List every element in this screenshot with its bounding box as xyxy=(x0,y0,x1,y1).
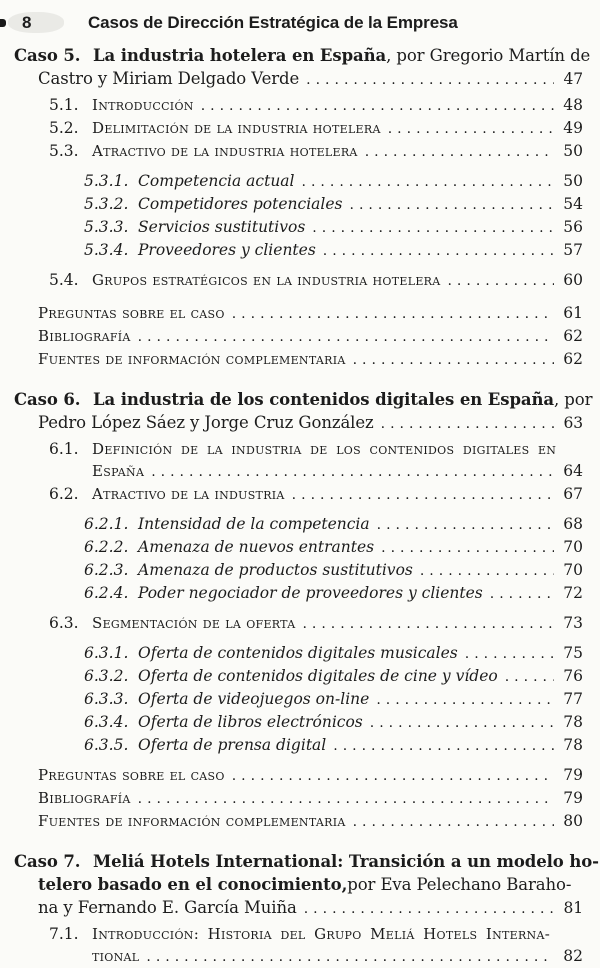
page-number-ref: 56 xyxy=(563,218,583,236)
entry-text: Atractivo de la industria xyxy=(92,485,285,503)
toc-entry-preguntas-caso-6 xyxy=(0,764,600,787)
entry-text: por Eva Pelechano Baraho- xyxy=(347,875,572,894)
toc-entry-caso-7 xyxy=(0,850,600,921)
toc-entry-5.3.4 xyxy=(0,239,600,262)
toc-line xyxy=(0,460,600,483)
page-number-ref: 62 xyxy=(563,350,583,368)
toc-entry-5.3.3 xyxy=(0,216,600,239)
dot-leader xyxy=(323,240,554,262)
page-number-ref: 50 xyxy=(563,172,583,190)
dot-leader xyxy=(292,484,554,506)
entry-text: Introducción xyxy=(92,96,194,114)
entry-text: , por xyxy=(553,390,593,409)
table-of-contents xyxy=(0,44,600,968)
page-number-ref: 61 xyxy=(563,304,583,322)
page-number-ref: 63 xyxy=(563,414,583,432)
page-number-ref: 64 xyxy=(563,462,583,480)
entry-number: 7.1. xyxy=(49,925,79,943)
toc-line xyxy=(0,536,600,559)
dot-leader xyxy=(381,537,554,559)
toc-entry-bibliografia-caso-6 xyxy=(0,787,600,810)
toc-line xyxy=(0,787,600,810)
toc-line xyxy=(0,483,600,506)
page-number-ref: 81 xyxy=(563,899,583,917)
toc-line xyxy=(0,438,600,460)
toc-line xyxy=(0,170,600,193)
entry-text: Segmentación de la oferta xyxy=(92,614,296,632)
entry-text: Proveedores y clientes xyxy=(138,241,316,259)
toc-line xyxy=(0,513,600,536)
entry-text: Bibliografía xyxy=(38,789,131,807)
toc-line xyxy=(0,44,600,67)
entry-text: España xyxy=(92,462,145,480)
running-title: Casos de Dirección Estratégica de la Empresa xyxy=(88,13,458,32)
page-number-ref: 76 xyxy=(563,667,583,685)
dot-leader xyxy=(377,514,554,536)
entry-text: La industria de los contenidos digitales en España xyxy=(93,390,554,409)
page-number-ref: 68 xyxy=(563,515,583,533)
toc-entry-5.1 xyxy=(0,94,600,117)
toc-entry-7.1 xyxy=(0,923,600,968)
page-number-ref: 78 xyxy=(563,713,583,731)
entry-number: 6.3.2. xyxy=(84,667,129,685)
entry-text: Oferta de videojuegos on-line xyxy=(138,690,370,708)
toc-line xyxy=(0,945,600,968)
toc-line xyxy=(0,582,600,605)
page-number-ref: 75 xyxy=(563,644,583,662)
toc-line xyxy=(0,411,600,436)
entry-text: Delimitación de la industria hotelera xyxy=(92,119,381,137)
dot-leader xyxy=(201,95,554,117)
page-number-ref: 82 xyxy=(563,947,583,965)
toc-line xyxy=(0,711,600,734)
entry-number: 5.2. xyxy=(49,119,79,137)
toc-entry-bibliografia-caso-5 xyxy=(0,325,600,348)
entry-text: Amenaza de nuevos entrantes xyxy=(138,538,375,556)
toc-line xyxy=(0,923,600,945)
toc-entry-6.2.4 xyxy=(0,582,600,605)
toc-line xyxy=(0,559,600,582)
entry-number: 5.3.4. xyxy=(84,241,129,259)
entry-text: Grupos estratégicos en la industria hotelera xyxy=(92,271,441,289)
toc-entry-5.3 xyxy=(0,140,600,163)
toc-line xyxy=(0,896,600,921)
entry-number: 5.4. xyxy=(49,271,79,289)
entry-text: Castro y Miriam Delgado Verde xyxy=(38,69,300,88)
toc-line xyxy=(0,642,600,665)
entry-text: , por Gregorio Martín de xyxy=(386,46,591,65)
entry-text: Oferta de prensa digital xyxy=(138,736,327,754)
toc-entry-5.4 xyxy=(0,269,600,292)
toc-entry-5.2 xyxy=(0,117,600,140)
entry-number: 6.2.1. xyxy=(84,515,129,533)
dot-leader xyxy=(376,689,554,711)
page-number-ref: 62 xyxy=(563,327,583,345)
entry-text: Preguntas sobre el caso xyxy=(38,304,225,322)
toc-line xyxy=(0,612,600,635)
toc-line xyxy=(0,269,600,292)
entry-number: Caso 6. xyxy=(14,390,81,409)
toc-entry-fuentes-caso-6 xyxy=(0,810,600,833)
toc-entry-6.3.5 xyxy=(0,734,600,757)
entry-number: 6.2.4. xyxy=(84,584,129,602)
toc-entry-6.2.3 xyxy=(0,559,600,582)
dot-leader xyxy=(365,141,554,163)
entry-number: 6.3.3. xyxy=(84,690,129,708)
toc-entry-6.2.1 xyxy=(0,513,600,536)
page-number-ref: 79 xyxy=(563,766,583,784)
entry-number: 5.3. xyxy=(49,142,79,160)
page-number-ref: 70 xyxy=(563,538,583,556)
entry-number: 6.3.4. xyxy=(84,713,129,731)
dot-leader xyxy=(505,666,554,688)
toc-entry-6.2.2 xyxy=(0,536,600,559)
entry-text: Meliá Hotels International: Transición a un modelo ho- xyxy=(93,852,599,871)
dot-leader xyxy=(333,735,554,757)
dot-leader xyxy=(312,217,554,239)
entry-text: Fuentes de información complementaria xyxy=(38,350,346,368)
dot-leader xyxy=(490,583,554,605)
entry-text: Poder negociador de proveedores y clientes xyxy=(138,584,483,602)
dot-leader xyxy=(381,413,554,436)
dot-leader xyxy=(146,946,554,968)
toc-entry-fuentes-caso-5 xyxy=(0,348,600,371)
toc-entry-6.3.2 xyxy=(0,665,600,688)
entry-number: 5.3.3. xyxy=(84,218,129,236)
entry-text: Introducción: Historia del Grupo Meliá Hotels Interna- xyxy=(92,925,551,943)
dot-leader xyxy=(353,811,554,833)
dot-leader xyxy=(370,712,554,734)
toc-entry-6.3.3 xyxy=(0,688,600,711)
dot-leader xyxy=(138,788,554,810)
toc-entry-5.3.2 xyxy=(0,193,600,216)
toc-line xyxy=(0,117,600,140)
toc-line xyxy=(0,216,600,239)
dot-leader xyxy=(420,560,554,582)
page-number: 8 xyxy=(22,13,32,32)
toc-entry-preguntas-caso-5 xyxy=(0,302,600,325)
toc-entry-6.3.4 xyxy=(0,711,600,734)
entry-text: Intensidad de la competencia xyxy=(138,515,370,533)
toc-line xyxy=(0,873,600,896)
dot-leader xyxy=(465,643,554,665)
page-number-ref: 67 xyxy=(563,485,583,503)
toc-line xyxy=(0,193,600,216)
dot-leader xyxy=(232,765,554,787)
entry-number: 6.2. xyxy=(49,485,79,503)
toc-entry-6.1 xyxy=(0,438,600,483)
toc-entry-caso-5 xyxy=(0,44,600,92)
entry-number: Caso 5. xyxy=(14,46,81,65)
entry-text: Bibliografía xyxy=(38,327,131,345)
entry-number: Caso 7. xyxy=(14,852,81,871)
toc-entry-caso-6 xyxy=(0,388,600,436)
entry-text: Competidores potenciales xyxy=(138,195,343,213)
entry-text: tional xyxy=(92,947,140,965)
entry-text: Amenaza de productos sustitutivos xyxy=(138,561,413,579)
entry-text: Preguntas sobre el caso xyxy=(38,766,225,784)
entry-text: Definición de la industria de los contenidos digitales en xyxy=(92,440,557,458)
dot-leader xyxy=(138,326,554,348)
entry-number: 5.3.1. xyxy=(84,172,129,190)
toc-entry-6.3 xyxy=(0,612,600,635)
dot-leader xyxy=(304,898,554,921)
entry-text: Pedro López Sáez y Jorge Cruz González xyxy=(38,413,374,432)
dot-leader xyxy=(232,303,554,325)
entry-text: telero basado en el conocimiento, xyxy=(38,875,348,894)
entry-number: 6.3.1. xyxy=(84,644,129,662)
dot-leader xyxy=(350,194,555,216)
toc-entry-6.3.1 xyxy=(0,642,600,665)
entry-text: Servicios sustitutivos xyxy=(138,218,306,236)
page-number-ref: 49 xyxy=(563,119,583,137)
page-number-ref: 48 xyxy=(563,96,583,114)
page-number-ref: 54 xyxy=(563,195,583,213)
dot-leader xyxy=(447,270,554,292)
entry-number: 5.3.2. xyxy=(84,195,129,213)
page-number-ref: 72 xyxy=(563,584,583,602)
page-number-ref: 47 xyxy=(563,70,583,88)
dot-leader xyxy=(306,69,554,92)
toc-line xyxy=(0,388,600,411)
toc-line xyxy=(0,302,600,325)
toc-line xyxy=(0,688,600,711)
toc-line xyxy=(0,325,600,348)
toc-line xyxy=(0,665,600,688)
entry-text: na y Fernando E. García Muiña xyxy=(38,898,297,917)
dot-leader xyxy=(388,118,554,140)
entry-number: 6.2.3. xyxy=(84,561,129,579)
page-number-ref: 80 xyxy=(563,812,583,830)
entry-text: Oferta de contenidos digitales de cine y vídeo xyxy=(138,667,498,685)
entry-number: 6.1. xyxy=(49,440,79,458)
toc-line xyxy=(0,348,600,371)
toc-line xyxy=(0,764,600,787)
entry-text: Oferta de contenidos digitales musicales xyxy=(138,644,458,662)
entry-number: 6.3.5. xyxy=(84,736,129,754)
running-header xyxy=(0,0,600,33)
entry-number: 6.3. xyxy=(49,614,79,632)
entry-number: 5.1. xyxy=(49,96,79,114)
page-number-ref: 50 xyxy=(563,142,583,160)
toc-line xyxy=(0,239,600,262)
entry-text: La industria hotelera en España xyxy=(93,46,387,65)
toc-line xyxy=(0,810,600,833)
toc-line xyxy=(0,94,600,117)
toc-line xyxy=(0,67,600,92)
dot-leader xyxy=(302,613,554,635)
toc-entry-6.2 xyxy=(0,483,600,506)
dot-leader xyxy=(302,171,554,193)
dot-leader xyxy=(151,461,554,483)
page-number-ref: 60 xyxy=(563,271,583,289)
page-number-ref: 73 xyxy=(563,614,583,632)
dot-leader xyxy=(353,349,554,371)
toc-line xyxy=(0,140,600,163)
entry-number: 6.2.2. xyxy=(84,538,129,556)
page-number-ref: 78 xyxy=(563,736,583,754)
page-number-ref: 57 xyxy=(563,241,583,259)
entry-text: Fuentes de información complementaria xyxy=(38,812,346,830)
toc-line xyxy=(0,734,600,757)
entry-text: Atractivo de la industria hotelera xyxy=(92,142,358,160)
toc-entry-5.3.1 xyxy=(0,170,600,193)
entry-text: Competencia actual xyxy=(138,172,295,190)
page-number-ref: 70 xyxy=(563,561,583,579)
page-number-ref: 79 xyxy=(563,789,583,807)
entry-text: Oferta de libros electrónicos xyxy=(138,713,363,731)
page-number-ref: 77 xyxy=(563,690,583,708)
toc-line xyxy=(0,850,600,873)
